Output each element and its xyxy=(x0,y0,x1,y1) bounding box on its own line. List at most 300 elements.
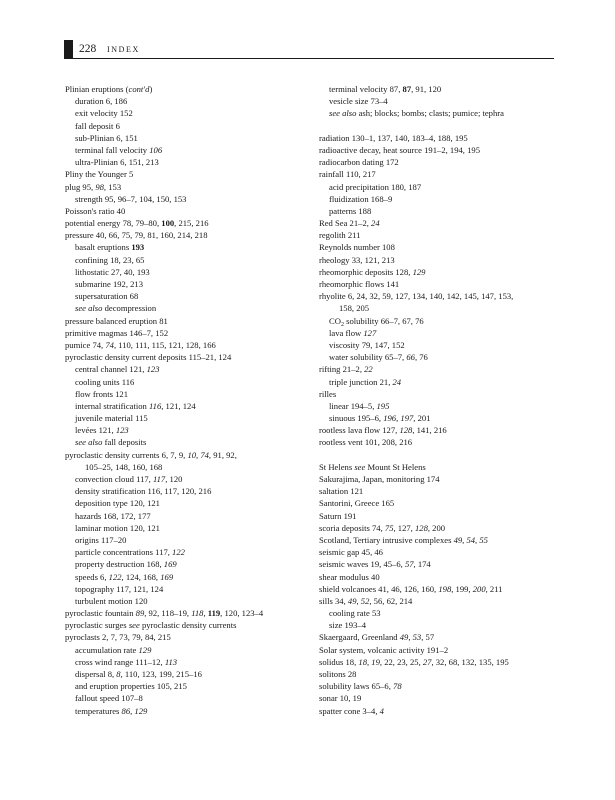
index-entry-text: 122 xyxy=(172,547,185,558)
index-subentry xyxy=(319,302,569,314)
index-entry xyxy=(319,546,569,558)
index-entry xyxy=(65,607,315,619)
index-entry-text: internal stratification xyxy=(75,400,149,411)
index-entry-text: 89 xyxy=(135,608,145,619)
index-subentry xyxy=(65,254,315,266)
index-entry xyxy=(319,363,569,375)
index-subentry xyxy=(65,132,315,144)
index-entry xyxy=(319,217,569,229)
index-entry xyxy=(319,254,569,266)
index-entry-text: pumice 74, xyxy=(65,339,106,350)
index-entry-text: juvenile material 115 xyxy=(75,413,148,424)
index-entry xyxy=(319,290,569,302)
index-entry xyxy=(319,510,569,522)
index-entry-text: vesicle size 73–4 xyxy=(329,96,388,107)
index-entry-text: 105–25, 148, 160, 168 xyxy=(85,461,163,472)
index-entry-text: , xyxy=(130,705,135,716)
index-entry-text: solubility 66–7, 67, 76 xyxy=(343,315,424,326)
section-title: INDEX xyxy=(107,45,140,54)
index-subentry xyxy=(65,290,315,302)
index-entry xyxy=(319,668,569,680)
index-entry-text: cont'd xyxy=(128,84,150,94)
index-entry-text: 169 xyxy=(160,571,174,582)
index-entry-text: 10 xyxy=(187,449,197,460)
index-entry-text: lava flow xyxy=(329,327,364,338)
index-entry-text: 49 xyxy=(453,534,463,545)
index-entry-text: , 121, 124 xyxy=(161,400,196,411)
index-entry-text: , 215, 216 xyxy=(174,218,209,229)
index-entry-text: 74 xyxy=(200,449,209,460)
index-entry-text: , 110, 111, 115, 121, 128, 166 xyxy=(113,339,216,350)
index-entry-text: saltation 121 xyxy=(319,486,364,497)
index-subentry xyxy=(65,546,315,558)
index-entry-text: convection cloud 117, xyxy=(75,474,153,484)
index-subentry xyxy=(319,83,569,95)
index-entry xyxy=(319,656,569,668)
index-entry-text: 55 xyxy=(479,534,488,545)
index-entry-text: central channel 121, xyxy=(75,364,147,375)
index-entry-text: temperatures xyxy=(75,705,122,716)
index-entry-text: deposition type 120, 121 xyxy=(75,498,160,509)
index-entry-text: 8 xyxy=(116,669,121,679)
index-entry xyxy=(319,144,569,156)
index-entry xyxy=(65,229,315,241)
index-entry-text: plug 95, xyxy=(65,181,96,192)
index-entry-text: 113 xyxy=(164,656,178,667)
index-subentry xyxy=(65,424,315,436)
index-subentry xyxy=(319,107,569,119)
index-entry-text: 98 xyxy=(95,181,104,192)
index-entry-text: linear 194–5, xyxy=(329,400,377,411)
index-entry-text: , xyxy=(408,632,413,643)
index-entry-text: 129 xyxy=(138,644,152,655)
index-entry-text: 196 xyxy=(383,413,397,424)
index-entry-text: Poisson's ratio 40 xyxy=(65,205,126,216)
index-entry-text: , 124, 168, xyxy=(121,571,161,582)
index-entry xyxy=(65,217,315,229)
index-subentry xyxy=(319,339,569,351)
index-entry-text: Saturn 191 xyxy=(319,510,357,521)
index-entry xyxy=(319,595,569,607)
index-entry-text: origins 117–20 xyxy=(75,534,127,545)
index-subentry xyxy=(65,461,315,473)
index-subentry xyxy=(65,571,315,583)
index-entry-text: 24 xyxy=(371,218,380,229)
index-entry-text: rootless vent 101, 208, 216 xyxy=(319,437,413,448)
index-entry-text: 198 xyxy=(438,583,452,594)
index-entry xyxy=(65,315,315,327)
index-entry-text: ) xyxy=(149,84,153,94)
index-entry-text: 200 xyxy=(472,583,486,594)
index-entry-text: radioactive decay, heat source 191–2, 194, 195 xyxy=(319,144,480,155)
index-subentry xyxy=(65,193,315,205)
index-entry-text: 169 xyxy=(163,559,177,570)
index-entry-text: , 200 xyxy=(427,522,446,533)
index-subentry xyxy=(319,400,569,412)
index-entry xyxy=(319,692,569,704)
index-letter-gap xyxy=(319,449,569,461)
index-entry-text: exit velocity 152 xyxy=(75,108,133,119)
index-subentry xyxy=(65,510,315,522)
index-entry xyxy=(319,461,569,473)
header-marker xyxy=(64,40,73,58)
index-entry-text: accumulation rate xyxy=(75,644,139,655)
index-entry xyxy=(319,571,569,583)
index-entry-text: , 56, 62, 214 xyxy=(369,595,413,606)
index-entry-text: levées 121, xyxy=(75,425,116,436)
index-subentry xyxy=(65,278,315,290)
index-entry xyxy=(319,497,569,509)
index-subentry xyxy=(65,692,315,704)
index-entry-text: hazards 168, 172, 177 xyxy=(75,510,151,521)
index-entry-text: solubility laws 65–6, xyxy=(319,681,394,692)
index-entry-text: sills 34, xyxy=(319,595,348,606)
index-entry-text: pyroclastic surges xyxy=(65,620,129,631)
index-entry-text: water solubility 65–7, xyxy=(329,352,407,363)
index-entry xyxy=(319,229,569,241)
index-subentry xyxy=(65,156,315,168)
index-entry-text: sinuous 195–6, xyxy=(329,413,384,424)
index-entry-text: shield volcanoes 41, 46, 126, 160, xyxy=(319,583,439,594)
index-subentry xyxy=(65,522,315,534)
index-entry xyxy=(65,327,315,339)
index-entry-text: cooling rate 53 xyxy=(329,608,381,619)
index-entry-text: 2 xyxy=(340,321,344,328)
index-entry-text: 53 xyxy=(412,632,422,643)
index-entry-text: terminal fall velocity xyxy=(75,144,150,155)
index-entry-text: 49 xyxy=(347,595,357,606)
index-entry-text: 123 xyxy=(146,364,160,375)
index-entry-text: 87 xyxy=(402,84,412,94)
index-entry xyxy=(319,168,569,180)
index-entry xyxy=(319,631,569,643)
index-entry-text: pyroclastic density currents xyxy=(139,620,237,631)
index-subentry xyxy=(65,680,315,692)
index-entry-text: 197 xyxy=(400,413,414,424)
index-entry-text: 19 xyxy=(371,656,380,667)
index-entry-text: , xyxy=(356,595,361,606)
index-entry-text: dispersal 8, xyxy=(75,669,117,679)
index-entry-text: 127 xyxy=(363,327,377,338)
index-subentry xyxy=(65,558,315,570)
index-entry-text: 78 xyxy=(393,681,402,692)
index-entry-text: 117 xyxy=(152,474,166,484)
index-entry-text: 52 xyxy=(360,595,370,606)
index-entry-text: solidus 18, xyxy=(319,656,359,667)
index-entry-text: 118 xyxy=(191,608,204,619)
index-entry-text: ultra-Plinian 6, 151, 213 xyxy=(75,157,159,168)
index-entry xyxy=(65,181,315,193)
index-entry-text: decompression xyxy=(102,303,157,314)
index-entry xyxy=(65,205,315,217)
index-entry-text: 123 xyxy=(115,425,129,436)
index-subentry xyxy=(65,266,315,278)
index-entry-text: rilles xyxy=(319,388,337,399)
index-entry-text: , 199, xyxy=(451,583,473,594)
index-entry-text: primitive magmas 146–7, 152 xyxy=(65,327,169,338)
index-entry-text: see xyxy=(128,620,140,631)
index-entry-text: , xyxy=(203,608,208,619)
index-entry-text: pyroclastic density current deposits 115–21, 124 xyxy=(65,352,232,363)
index-subentry xyxy=(319,327,569,339)
index-entry-text: , 201 xyxy=(413,413,431,424)
index-entry-text: Reynolds number 108 xyxy=(319,242,395,253)
index-entry-text: basalt eruptions xyxy=(75,242,132,253)
index-entry-text: turbulent motion 120 xyxy=(75,595,148,606)
index-entry-text: rootless lava flow 127, xyxy=(319,425,400,436)
index-entry-text: see xyxy=(354,461,366,472)
index-entry-text: acid precipitation 180, 187 xyxy=(329,181,422,192)
index-subentry xyxy=(65,705,315,717)
index-entry-text: , 32, 68, 132, 135, 195 xyxy=(431,656,509,667)
index-entry-text: 195 xyxy=(376,400,390,411)
index-subentry xyxy=(65,534,315,546)
index-subentry xyxy=(65,400,315,412)
index-entry-text: 128 xyxy=(414,522,428,533)
index-entry xyxy=(65,168,315,180)
index-entry-text: particle concentrations 117, xyxy=(75,547,173,558)
index-entry-text: strength 95, 96–7, 104, 150, 153 xyxy=(75,193,187,204)
index-entry-text: Sakurajima, Japan, monitoring 174 xyxy=(319,474,440,484)
index-entry-text: 193 xyxy=(131,242,145,253)
index-entry-text: , 141, 216 xyxy=(412,425,447,436)
index-entry-text: , 91, 92, xyxy=(208,449,237,460)
index-entry-text: , 174 xyxy=(413,559,431,570)
index-entry xyxy=(319,156,569,168)
index-column-left xyxy=(65,83,315,717)
page-header xyxy=(64,40,554,58)
index-entry-text: potential energy 78, 79–80, xyxy=(65,218,162,229)
index-subentry xyxy=(319,351,569,363)
index-entry-text: radiocarbon dating 172 xyxy=(319,157,399,168)
index-entry-text: regolith 211 xyxy=(319,230,361,241)
index-subentry xyxy=(65,595,315,607)
index-entry xyxy=(319,485,569,497)
index-entry-text: 129 xyxy=(134,705,148,716)
index-entry xyxy=(65,449,315,461)
index-entry-text: flow fronts 121 xyxy=(75,388,128,399)
index-entry-text: shear modulus 40 xyxy=(319,571,380,582)
index-entry-text: Skaergaard, Greenland xyxy=(319,632,400,643)
index-letter-gap xyxy=(319,120,569,132)
index-entry-text: 119 xyxy=(207,608,221,619)
index-entry xyxy=(65,619,315,631)
index-entry-text: fluidization 168–9 xyxy=(329,193,393,204)
index-entry xyxy=(319,680,569,692)
index-entry-text: 24 xyxy=(392,376,402,387)
index-entry-text: cooling units 116 xyxy=(75,376,135,387)
header-rule xyxy=(64,58,554,59)
index-entry-text: ash; blocks; bombs; clasts; pumice; tephra xyxy=(356,108,504,119)
index-subentry xyxy=(65,302,315,314)
index-subentry xyxy=(65,241,315,253)
index-entry-text: 22 xyxy=(364,364,373,375)
index-entry-text: 122 xyxy=(108,571,122,582)
index-entry-text: , xyxy=(396,413,401,424)
index-entry-text: see also xyxy=(75,303,103,314)
index-entry-text: , 120 xyxy=(165,474,183,484)
index-subentry xyxy=(65,497,315,509)
index-entry-text: radiation 130–1, 137, 140, 183–4, 188, 195 xyxy=(319,132,468,143)
index-entry-text: density stratification 116, 117, 120, 216 xyxy=(75,486,212,497)
index-entry-text: fallout speed 107–8 xyxy=(75,693,143,704)
index-entry-text: , xyxy=(196,449,201,460)
index-entry xyxy=(319,278,569,290)
index-subentry xyxy=(319,412,569,424)
index-entry xyxy=(319,705,569,717)
index-entry-text: 75 xyxy=(384,522,394,533)
index-subentry xyxy=(319,607,569,619)
index-entry-text: 49 xyxy=(399,632,409,643)
index-entry xyxy=(319,473,569,485)
index-subentry xyxy=(65,668,315,680)
index-entry-text: pyroclasts 2, 7, 73, 79, 84, 215 xyxy=(65,632,171,643)
index-subentry xyxy=(65,644,315,656)
index-entry-text: Plinian eruptions ( xyxy=(65,84,129,94)
index-entry xyxy=(319,534,569,546)
index-subentry xyxy=(319,193,569,205)
index-entry-text: CO xyxy=(329,315,341,326)
index-entry-text: terminal velocity 87, xyxy=(329,84,403,94)
page-number: 228 xyxy=(79,43,97,55)
index-entry-text: seismic waves 19, 45–6, xyxy=(319,559,405,570)
index-entry-text: , 110, 123, 199, 215–16 xyxy=(120,669,202,679)
index-entry xyxy=(319,436,569,448)
index-subentry xyxy=(65,583,315,595)
index-entry-text: pyroclastic fountain xyxy=(65,608,136,619)
index-entry-text: rheomorphic deposits 128, xyxy=(319,266,413,277)
index-subentry xyxy=(319,205,569,217)
index-entry-text: rhyolite 6, 24, 32, 59, 127, 134, 140, 142, 145, 147, 153, xyxy=(319,291,514,302)
index-subentry xyxy=(65,473,315,485)
index-subentry xyxy=(65,144,315,156)
index-entry-text: patterns 188 xyxy=(329,205,372,216)
index-entry-text: rheology 33, 121, 213 xyxy=(319,254,395,265)
index-entry-text: , 92, 118–19, xyxy=(144,608,192,619)
index-entry xyxy=(319,558,569,570)
index-entry-text: 106 xyxy=(149,144,163,155)
index-subentry xyxy=(65,107,315,119)
index-subentry xyxy=(319,315,569,327)
index-entry-text: 54 xyxy=(466,534,476,545)
index-entry-text: supersaturation 68 xyxy=(75,291,139,302)
index-entry xyxy=(319,522,569,534)
index-entry-text: 27 xyxy=(422,656,432,667)
index-entry-text: pressure balanced eruption 81 xyxy=(65,315,168,326)
index-entry-text: rainfall 110, 217 xyxy=(319,169,376,180)
index-subentry xyxy=(319,376,569,388)
index-entry xyxy=(65,83,315,95)
index-entry-text: rifting 21–2, xyxy=(319,364,365,375)
index-entry-text: size 193–4 xyxy=(329,620,366,631)
index-entry xyxy=(65,631,315,643)
index-entry-text: Santorini, Greece 165 xyxy=(319,498,395,509)
index-entry-text: seismic gap 45, 46 xyxy=(319,547,383,558)
index-entry-text: pressure 40, 66, 75, 79, 81, 160, 214, 218 xyxy=(65,230,208,241)
index-entry-text: speeds 6, xyxy=(75,571,109,582)
index-subentry xyxy=(65,388,315,400)
index-entry-text: 129 xyxy=(412,266,426,277)
index-entry-text: , xyxy=(367,656,372,667)
index-subentry xyxy=(319,181,569,193)
index-subentry xyxy=(65,656,315,668)
index-entry-text: Mount St Helens xyxy=(365,461,426,472)
index-column-right xyxy=(319,83,569,717)
index-entry xyxy=(319,424,569,436)
index-entry-text: 116 xyxy=(148,400,162,411)
index-entry-text: , 22, 23, 25, xyxy=(379,656,423,667)
index-entry-text: fall deposit 6 xyxy=(75,120,120,131)
index-entry-text: scoria deposits 74, xyxy=(319,522,385,533)
index-entry-text: St Helens xyxy=(319,461,355,472)
index-subentry xyxy=(65,412,315,424)
index-entry-text: Pliny the Younger 5 xyxy=(65,169,134,180)
index-entry xyxy=(319,266,569,278)
index-entry-text: 86 xyxy=(121,705,131,716)
index-entry-text: triple junction 21, xyxy=(329,376,393,387)
index-entry-text: pyroclastic density currents 6, 7, 9, xyxy=(65,449,188,460)
index-entry xyxy=(319,388,569,400)
index-entry-text: 74 xyxy=(105,339,114,350)
index-entry-text: see also xyxy=(329,108,357,119)
index-entry-text: , 120, 123–4 xyxy=(220,608,264,619)
index-entry-text: , xyxy=(462,534,467,545)
index-subentry xyxy=(65,95,315,107)
index-entry-text: see also xyxy=(75,437,103,448)
index-entry-text: 100 xyxy=(161,218,175,229)
index-entry-text: Solar system, volcanic activity 191–2 xyxy=(319,644,449,655)
index-entry-text: fall deposits xyxy=(102,437,147,448)
index-entry xyxy=(65,339,315,351)
index-entry-text: property destruction 168, xyxy=(75,559,164,570)
index-entry xyxy=(319,644,569,656)
index-entry-text: , 91, 120 xyxy=(411,84,442,94)
index-entry-text: cross wind range 111–12, xyxy=(75,656,165,667)
index-entry-text: lithostatic 27, 40, 193 xyxy=(75,266,150,277)
index-entry-text: , 57 xyxy=(421,632,435,643)
index-entry-text: and eruption properties 105, 215 xyxy=(75,681,187,692)
index-entry-text: Red Sea 21–2, xyxy=(319,218,372,229)
index-entry xyxy=(65,351,315,363)
index-subentry xyxy=(65,436,315,448)
index-entry-text: solitons 28 xyxy=(319,669,357,679)
index-entry-text: laminar motion 120, 121 xyxy=(75,522,160,533)
index-entry-text: , xyxy=(475,534,480,545)
index-entry-text: viscosity 79, 147, 152 xyxy=(329,339,405,350)
index-entry xyxy=(319,241,569,253)
index-entry-text: , 76 xyxy=(414,352,428,363)
index-subentry xyxy=(319,619,569,631)
index-entry xyxy=(319,583,569,595)
index-entry xyxy=(319,132,569,144)
index-entry-text: 57 xyxy=(404,559,414,570)
index-subentry xyxy=(319,95,569,107)
index-subentry xyxy=(65,120,315,132)
index-subentry xyxy=(65,485,315,497)
index-entry-text: spatter cone 3–4, xyxy=(319,705,380,716)
index-entry-text: confining 18, 23, 65 xyxy=(75,254,145,265)
index-entry-text: 18 xyxy=(358,656,367,667)
index-entry-text: 66 xyxy=(406,352,415,363)
index-subentry xyxy=(65,363,315,375)
index-entry-text: , 153 xyxy=(103,181,122,192)
index-entry-text: 158, 205 xyxy=(339,303,370,314)
index-entry-text: sonar 10, 19 xyxy=(319,693,362,704)
index-entry-text: Scotland, Tertiary intrusive complexes xyxy=(319,534,454,545)
index-entry-text: , 127, xyxy=(393,522,415,533)
index-entry-text: , 211 xyxy=(485,583,503,594)
index-subentry xyxy=(65,376,315,388)
